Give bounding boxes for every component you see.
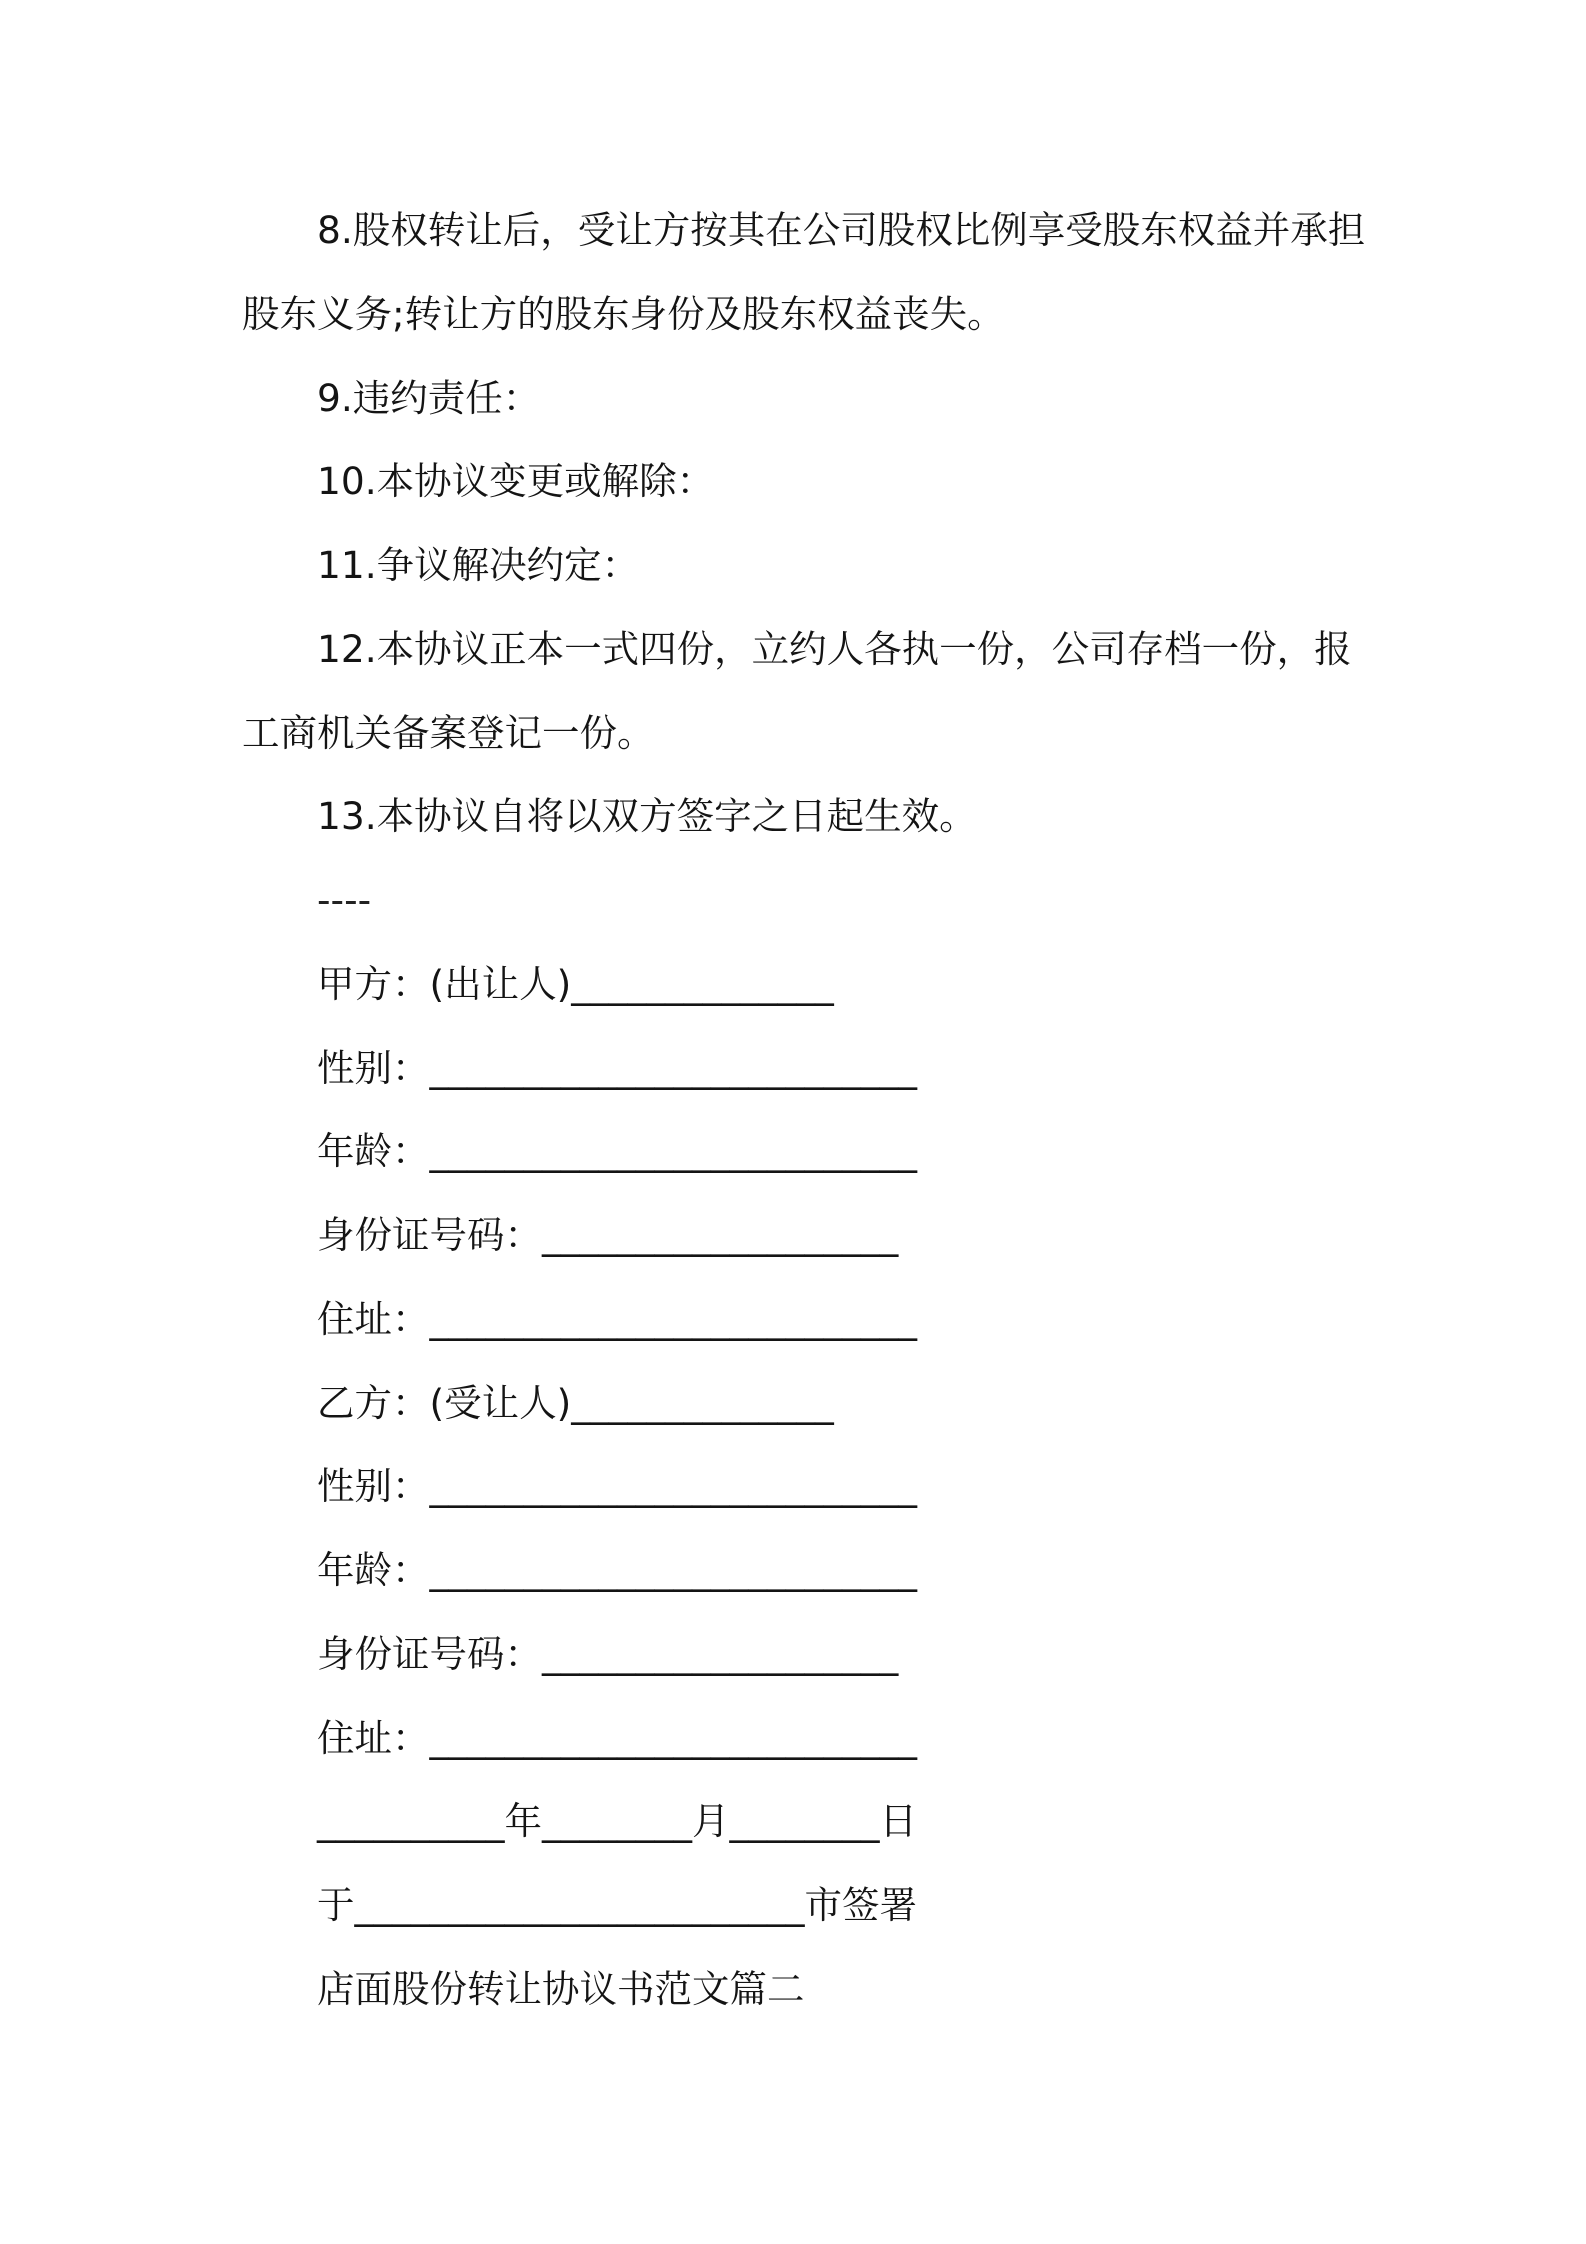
month-label: 月 (692, 1799, 730, 1844)
party-a-id-line (242, 1194, 1442, 1278)
year-blank: __________ (317, 1799, 505, 1844)
party-a-address-label: 住址： (317, 1296, 430, 1341)
party-a-age-blank: __________________________ (429, 1129, 917, 1174)
day-blank: ________ (729, 1799, 880, 1844)
party-b-gender-line (242, 1445, 1442, 1529)
document-body (242, 189, 1442, 2032)
next-section-title: 店面股份转让协议书范文篇二 (317, 1966, 805, 2011)
signing-date-line (242, 1780, 1442, 1864)
party-b-address-line (242, 1697, 1442, 1781)
party-b-address-label: 住址： (317, 1715, 430, 1760)
party-a-address-blank: __________________________ (429, 1296, 917, 1341)
clause-12-line-1: 12.本协议正本一式四份，立约人各执一份，公司存档一份，报 (317, 626, 1352, 671)
clause-8 (242, 189, 1442, 357)
party-a-gender-blank: __________________________ (429, 1045, 917, 1090)
party-b-label: 乙方： (317, 1380, 430, 1425)
party-a-gender-label: 性别： (317, 1045, 430, 1090)
year-label: 年 (504, 1799, 542, 1844)
place-suffix: 市签署 (804, 1883, 917, 1927)
party-a-age-line (242, 1110, 1442, 1194)
party-b-gender-label: 性别： (317, 1464, 430, 1509)
party-b-age-line (242, 1529, 1442, 1613)
party-a-age-label: 年龄： (317, 1129, 430, 1174)
party-a-label: 甲方： (317, 961, 430, 1006)
party-b-role: (受让人) (429, 1380, 572, 1425)
clause-12 (242, 608, 1442, 776)
clause-8-line-2: 股东义务;转让方的股东身份及股东权益丧失。 (242, 291, 1005, 336)
signing-place-line (242, 1864, 1442, 1948)
party-a-id-label: 身份证号码： (317, 1213, 542, 1257)
party-b-gender-blank: __________________________ (429, 1464, 917, 1509)
clause-9: 9.违约责任： (317, 375, 541, 420)
party-a-line (242, 943, 1442, 1027)
party-b-address-blank: __________________________ (429, 1715, 917, 1760)
party-a-id-blank: ___________________ (542, 1213, 899, 1257)
clause-11: 11.争议解决约定： (317, 543, 640, 587)
clause-10: 10.本协议变更或解除： (317, 459, 715, 504)
party-b-age-label: 年龄： (317, 1548, 430, 1592)
party-b-name-blank: ______________ (571, 1380, 834, 1425)
party-b-line (242, 1362, 1442, 1446)
place-blank: ________________________ (354, 1883, 805, 1927)
party-a-address-line (242, 1278, 1442, 1362)
clause-13: 13.本协议自将以双方签字之日起生效。 (317, 794, 977, 839)
clause-12-line-2: 工商机关备案登记一份。 (242, 710, 655, 755)
place-prefix: 于 (317, 1883, 355, 1927)
day-label: 日 (879, 1799, 917, 1844)
party-a-gender-line (242, 1027, 1442, 1111)
party-b-age-blank: __________________________ (429, 1548, 917, 1592)
party-b-id-label: 身份证号码： (317, 1631, 542, 1676)
clause-8-line-1: 8.股权转让后，受让方按其在公司股权比例享受股东权益并承担 (317, 208, 1366, 252)
month-blank: ________ (542, 1799, 692, 1844)
party-a-name-blank: ______________ (571, 961, 834, 1006)
party-a-role: (出让人) (429, 961, 572, 1006)
section-separator: ---- (317, 878, 372, 922)
party-b-id-line (242, 1613, 1442, 1697)
party-b-id-blank: ___________________ (542, 1631, 899, 1676)
